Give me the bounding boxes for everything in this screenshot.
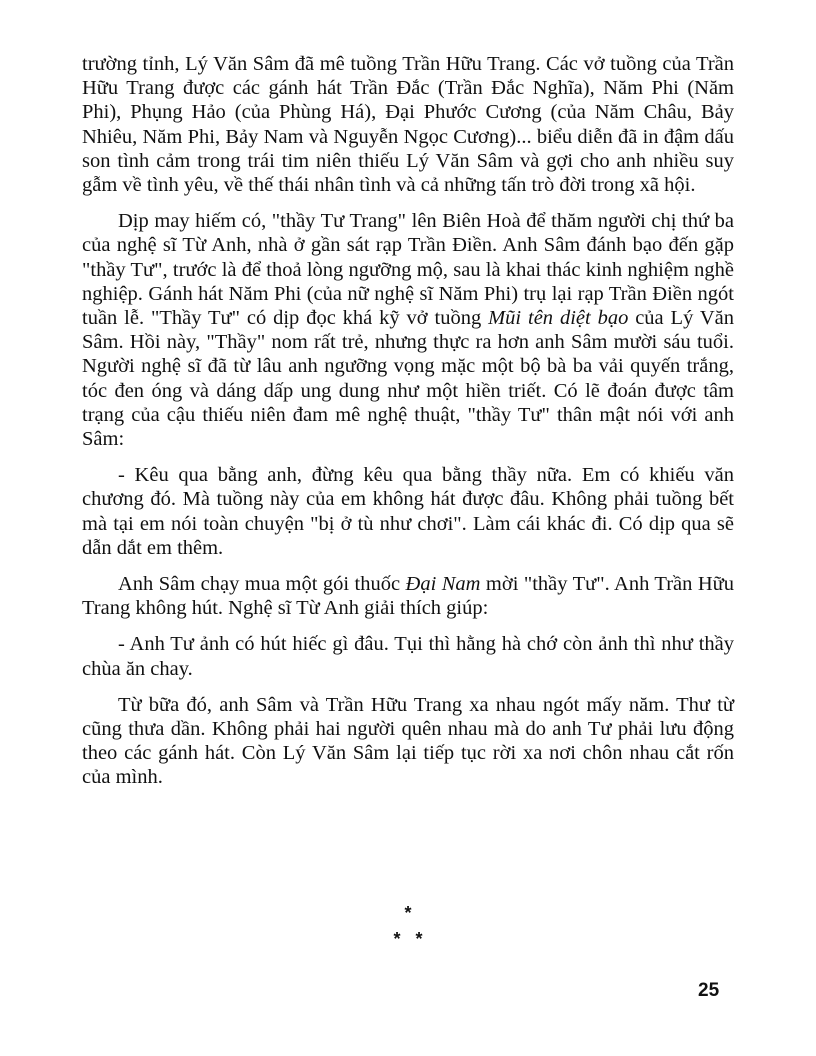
paragraph-4-text-before: Anh Sâm chạy mua một gói thuốc — [118, 573, 406, 596]
paragraph-2-text-after: của Lý Văn Sâm. Hồi này, "Thầy" nom rất trẻ, nhưng thực ra hơn anh Sâm mười sáu tuổi. Người nghệ sĩ đã từ lâu anh ngưỡng vọng mặc một bộ bà ba vải quyến trắng, tóc đen óng và dáng dấp ung dung như một hiền triết. Có lẽ đoán được tâm trạng của cậu thiếu niên đam mê nghệ thuật, "thầy Tư" thân mật nói với anh Sâm: — [82, 307, 734, 451]
paragraph-5-text: - Anh Tư ảnh có hút hiếc gì đâu. Tụi thì hằng hà chớ còn ảnh thì như thầy chùa ăn chay. — [82, 633, 734, 680]
page-body — [82, 52, 734, 802]
section-separator — [0, 900, 816, 952]
separator-stars-bottom: * * — [393, 929, 423, 949]
paragraph-6-text: Từ bữa đó, anh Sâm và Trần Hữu Trang xa nhau ngót mấy năm. Thư từ cũng thưa dần. Không phải hai người quên nhau mà do anh Tư phải lưu động theo các gánh hát. Còn Lý Văn Sâm lại tiếp tục rời xa nơi chôn nhau cắt rốn của mình. — [82, 693, 734, 789]
paragraph-4 — [82, 572, 734, 620]
paragraph-3-dialogue — [82, 463, 734, 560]
paragraph-2 — [82, 209, 734, 451]
paragraph-4-text-after: mời "thầy Tư". Anh Trần Hữu Trang không hút. Nghệ sĩ Từ Anh giải thích giúp: — [82, 573, 734, 620]
paragraph-1 — [82, 52, 734, 197]
page-number: 25 — [698, 980, 720, 1001]
play-title-italic: Mũi tên diệt bạo — [488, 307, 629, 330]
paragraph-5-dialogue — [82, 632, 734, 680]
separator-star-top: * — [404, 903, 412, 923]
paragraph-2-text-before: Dịp may hiếm có, "thầy Tư Trang" lên Biên Hoà để thăm người chị thứ ba của nghệ sĩ Từ Anh, nhà ở gần sát rạp Trần Điền. Anh Sâm đánh bạo đến gặp "thầy Tư", trước là để thoả lòng ngưỡng mộ, sau là khai thác kinh nghiệm nghề nghiệp. Gánh hát Năm Phi (của nữ nghệ sĩ Năm Phi) trụ lại rạp Trần Điền ngót tuần lễ. "Thầy Tư" có dịp đọc khá kỹ vở tuồng — [82, 210, 734, 330]
paragraph-1-text: trường tỉnh, Lý Văn Sâm đã mê tuồng Trần Hữu Trang. Các vở tuồng của Trần Hữu Trang được các gánh hát Trần Đắc (Trần Đắc Nghĩa), Năm Phi (Năm Phi), Phụng Hảo (của Phùng Há), Đại Phước Cương (của Năm Châu, Bảy Nhiêu, Năm Phi, Bảy Nam và Nguyễn Ngọc Cương)... biểu diễn đã in đậm dấu son tình cảm trong trái tim niên thiếu Lý Văn Sâm và gợi cho anh nhiều suy gẫm về tình yêu, về thế thái nhân tình và cả những tấn trò đời trong xã hội. — [82, 53, 734, 197]
paragraph-3-text: - Kêu qua bằng anh, đừng kêu qua bằng thầy nữa. Em có khiếu văn chương đó. Mà tuồng này của em không hát được đâu. Không phải tuồng bết mà tại em nói toàn chuyện "bị ở tù như chơi". Làm cái khác đi. Có dịp qua sẽ dẫn dắt em thêm. — [82, 464, 734, 559]
paragraph-6 — [82, 693, 734, 790]
cigarette-brand-italic: Đại Nam — [405, 573, 481, 596]
